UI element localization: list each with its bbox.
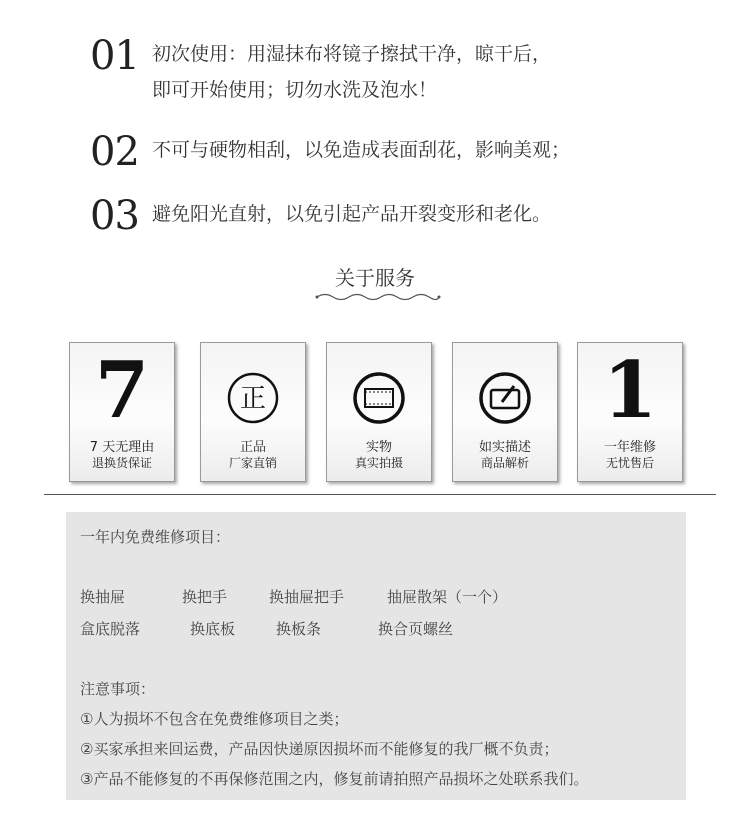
photo-edit-icon: [478, 371, 532, 425]
service-card-real-photo: [326, 342, 432, 482]
card-title: 实物: [365, 440, 392, 455]
card-title: 一年维修: [603, 440, 656, 455]
care-tip-2: [90, 129, 710, 175]
care-tip-3: [90, 193, 710, 239]
card-subtitle: 退换货保证: [91, 456, 152, 470]
card-title: 正品: [239, 440, 266, 455]
card-subtitle: 真实拍摄: [354, 456, 403, 470]
divider: [44, 494, 716, 495]
card-title: 7 天无理由: [89, 440, 155, 455]
warranty-heading: 一年内免费维修项目：: [80, 528, 231, 546]
card-subtitle: 厂家直销: [228, 456, 277, 470]
note-item: ②买家承担来回运费，产品因快递原因损坏而不能修复的我厂概不负责；: [80, 740, 559, 758]
warranty-item: 换抽屉把手: [269, 588, 345, 606]
service-card-one-year-repair: [577, 342, 683, 482]
card-subtitle: 商品解析: [480, 456, 529, 470]
warranty-item: 换底板: [190, 620, 236, 638]
warranty-item: 盒底脱落: [80, 620, 141, 638]
section-title: 关于服务: [335, 266, 415, 290]
warranty-item: 抽屉散架（一个）: [387, 588, 508, 606]
warranty-panel: [66, 512, 686, 800]
note-item: ③产品不能修复的不再保修范围之内，修复前请拍照产品损坏之处联系我们。: [80, 770, 589, 788]
card-title: 如实描述: [478, 440, 531, 455]
tip-text: 不可与硬物相刮，以免造成表面刮花，影响美观；: [152, 139, 571, 161]
warranty-item: 换把手: [182, 588, 228, 606]
tip-text: 即可开始使用；切勿水洗及泡水！: [152, 79, 438, 101]
tip-number: 02: [90, 129, 139, 175]
tip-number: 03: [90, 193, 139, 239]
service-card-7-day-return: [69, 342, 175, 482]
film-frame-icon: [352, 371, 406, 425]
seal-character: 正: [239, 384, 267, 414]
badge-number: 7: [94, 345, 150, 436]
genuine-seal-icon: [226, 371, 280, 425]
wave-divider-icon: [315, 290, 441, 304]
tip-text: 避免阳光直射，以免引起产品开裂变形和老化。: [152, 203, 552, 225]
badge-number: 1: [602, 345, 658, 436]
tip-number: 01: [90, 33, 139, 79]
warranty-item: 换合页螺丝: [378, 620, 454, 638]
service-card-genuine: [200, 342, 306, 482]
note-item: ①人为损坏不包含在免费维修项目之类；: [80, 710, 349, 728]
warranty-item: 换抽屉: [80, 588, 126, 606]
service-card-accurate-description: [452, 342, 558, 482]
tip-text: 初次使用：用湿抹布将镜子擦拭干净，晾干后，: [152, 43, 552, 65]
notes-heading: 注意事项：: [80, 680, 156, 698]
card-subtitle: 无忧售后: [605, 456, 654, 470]
care-tip-1: [90, 33, 710, 116]
warranty-item: 换板条: [276, 620, 322, 638]
